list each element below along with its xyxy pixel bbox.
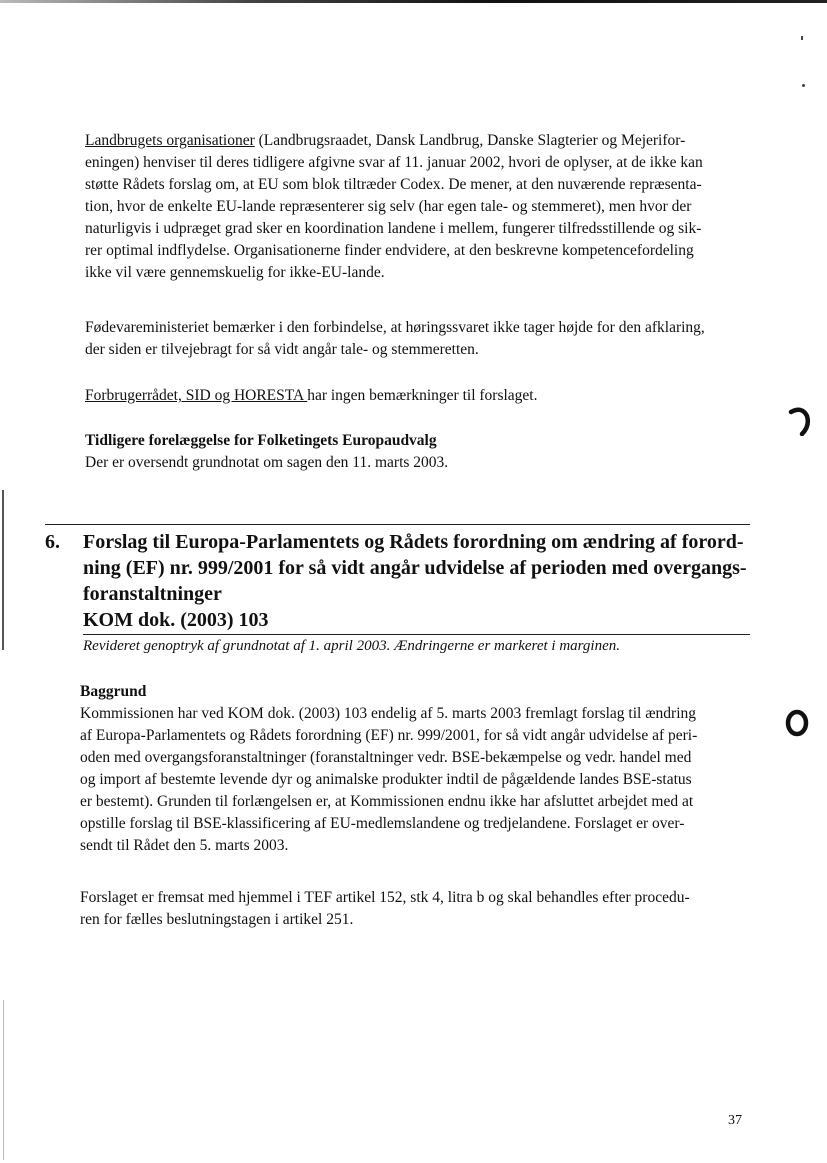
- paragraph-line: af Europa-Parlamentets og Rådets forordning (EF) nr. 999/2001, for så vidt angår udvidelse af peri-: [80, 727, 698, 744]
- paragraph-line: opstille forslag til BSE-klassificering af EU-medlemslandene og tredjelandene. Forslaget er over-: [80, 815, 685, 832]
- paragraph-line: rer optimal indflydelse. Organisationerne finder endvidere, at den beskrevne kompetencefordeling: [85, 242, 694, 259]
- paragraph-line: naturligvis i udpræget grad sker en koordination landene i mellem, fungerer tilfredsstillende og sik-: [85, 220, 702, 237]
- section-6-heading: [45, 524, 750, 633]
- consumer-orgs-text: Forbrugerrådet, SID og HORESTA: [85, 387, 308, 404]
- section-rule: [83, 634, 750, 635]
- paragraph-line: støtte Rådets forslag om, at EU som blok tiltræder Codex. De mener, at den nuværende repræsenta-: [85, 176, 702, 193]
- section-heading: Baggrund: [80, 683, 147, 700]
- section-subtitle: Revideret genoptryk af grundnotat af 1. april 2003. Ændringerne er markeret i marginen.: [83, 638, 621, 654]
- paragraph-consumer-council: [85, 385, 753, 407]
- section-heading: Tidligere forelæggelse for Folketingets Europaudvalg: [85, 432, 437, 449]
- paragraph-line: ikke vil være gennemskuelig for ikke-EU-lande.: [85, 264, 385, 281]
- paragraph-line: Kommissionen har ved KOM dok. (2003) 103 endelig af 5. marts 2003 fremlagt forslag til ændring: [80, 705, 697, 722]
- paragraph-line: Landbrugets organisationer (Landbrugsraadet, Dansk Landbrug, Danske Slagterier og Mejerifor-: [85, 132, 686, 149]
- left-edge-scan-line-lower: [3, 1000, 4, 1160]
- section-title-line: Forslag til Europa-Parlamentets og Rådets forordning om ændring af forord-: [83, 531, 744, 553]
- paragraph-line: Der er oversendt grundnotat om sagen den 11. marts 2003.: [85, 454, 449, 471]
- section-title: [83, 529, 750, 633]
- paragraph-ministry-remark: [85, 317, 753, 361]
- left-edge-scan-line: [2, 490, 4, 650]
- margin-change-marker: [788, 406, 812, 442]
- paragraph-line: Forbrugerrådet, SID og HORESTA har ingen bemærkninger til forslaget.: [85, 387, 538, 404]
- section-earlier-submission: [85, 430, 753, 474]
- paragraph-line: tion, hvor de enkelte EU-lande repræsenterer sig selv (har egen tale- og stemmeret), men hvor der: [85, 198, 692, 215]
- margin-change-marker: [784, 708, 810, 744]
- scan-speck: [802, 84, 805, 87]
- paragraph-line: der siden er tilvejebragt for så vidt angår tale- og stemmeretten.: [85, 341, 479, 358]
- paragraph-organisations: [85, 130, 753, 284]
- section-title-line: foranstaltninger: [83, 583, 222, 605]
- section-background: [80, 681, 748, 857]
- top-edge-rule: [0, 0, 827, 3]
- page-number: 37: [728, 1113, 742, 1128]
- organisations-link-text: Landbrugets organisationer: [85, 132, 255, 149]
- paragraph-line: Fødevareministeriet bemærker i den forbindelse, at høringssvaret ikke tager højde for den afklaring,: [85, 319, 705, 336]
- paragraph-legal-basis: [80, 887, 748, 931]
- paragraph-line: og import af bestemte levende dyr og animalske produkter indtil de pågældende landes BSE-status: [80, 771, 692, 788]
- paragraph-line: ren for fælles beslutningstagen i artikel 251.: [80, 911, 354, 928]
- paragraph-line: er bestemt). Grunden til forlængelsen er, at Kommissionen endnu ikke har afsluttet arbejdet med at: [80, 793, 694, 810]
- section-number: 6.: [45, 531, 60, 553]
- section-title-line: KOM dok. (2003) 103: [83, 609, 269, 631]
- paragraph-line: Forslaget er fremsat med hjemmel i TEF artikel 152, stk 4, litra b og skal behandles efter procedu-: [80, 889, 690, 906]
- scan-speck: [801, 36, 803, 40]
- paragraph-line: eningen) henviser til deres tidligere afgivne svar af 11. januar 2002, hvori de oplyser, at de ikke kan: [85, 154, 703, 171]
- paragraph-line: oden med overgangsforanstaltninger (foranstaltninger vedr. BSE-bekæmpelse og vedr. handel med: [80, 749, 692, 766]
- section-title-line: ning (EF) nr. 999/2001 for så vidt angår udvidelse af perioden med overgangs-: [83, 557, 747, 579]
- paragraph-line: sendt til Rådet den 5. marts 2003.: [80, 837, 289, 854]
